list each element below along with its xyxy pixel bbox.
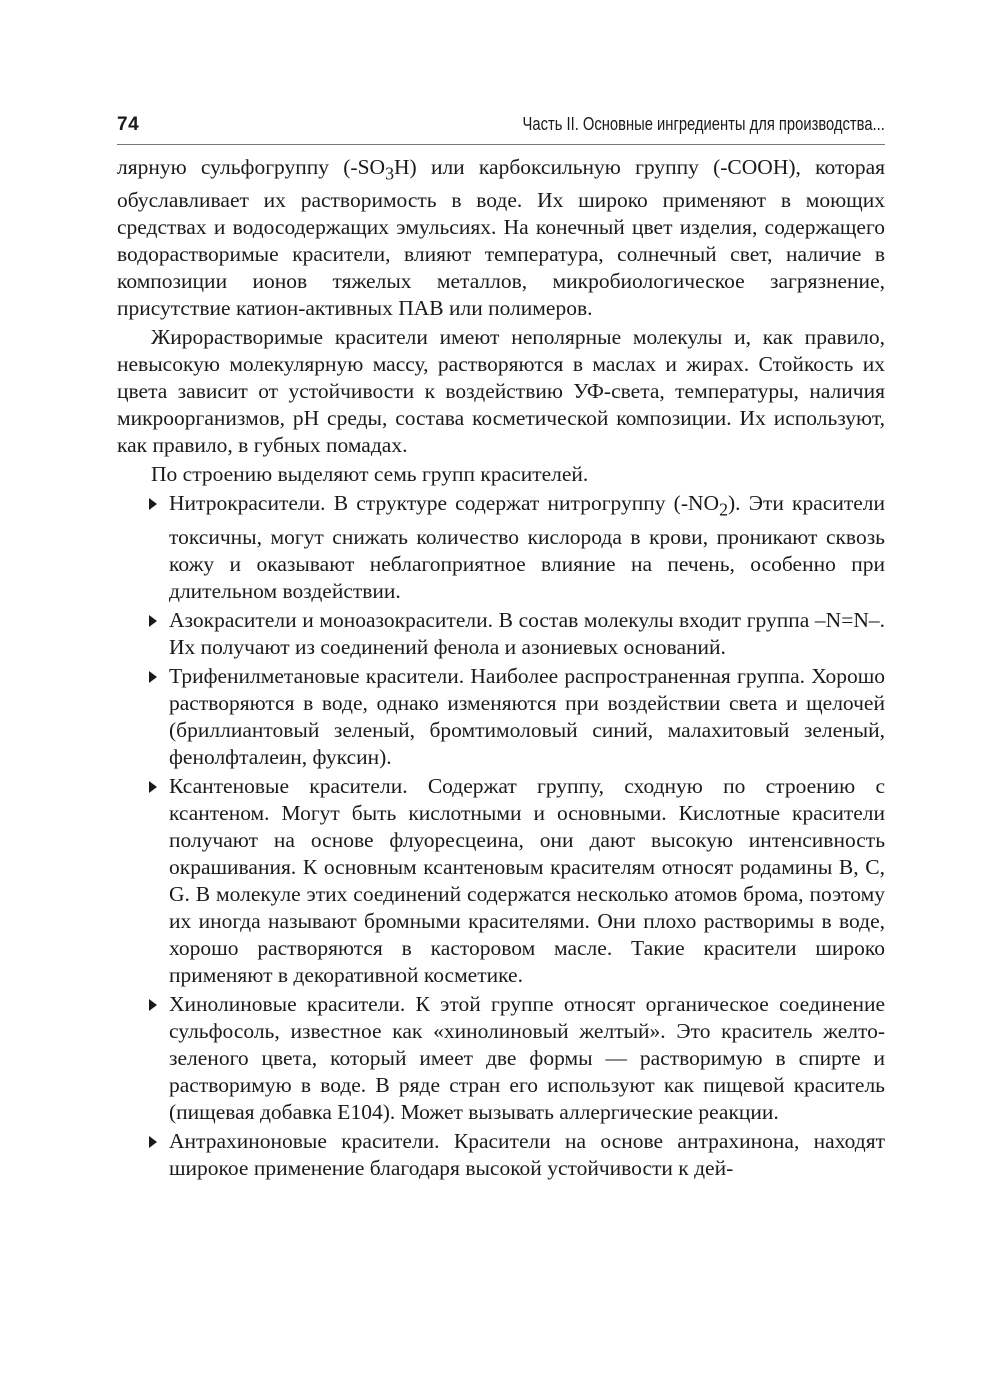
subscript: 2 xyxy=(719,499,729,520)
list-item-nitro-dyes xyxy=(117,490,885,604)
bullet-arrow-icon xyxy=(149,615,157,627)
paragraph-text: лярную сульфогруппу (-SO xyxy=(117,155,386,179)
list-item-xanthene-dyes xyxy=(117,773,885,989)
bullet-arrow-icon xyxy=(149,781,157,793)
bullet-arrow-icon xyxy=(149,999,157,1011)
bullet-arrow-icon xyxy=(149,498,157,510)
list-item-anthraquinone-dyes xyxy=(117,1128,885,1182)
page-body xyxy=(117,154,885,1182)
paragraph-groups-intro: По строению выделяют семь групп красителей. xyxy=(151,462,589,487)
paragraph-text: H) или карбоксильную группу (-COOH), которая обуславливает их растворимость в воде. Их широко применяют в моющих средствах и водосодержащих эмульсиях. На конечный цвет изделия, содержащего водорастворимые красители, влияют температура, солнечный свет, наличие в композиции ионов тяжелых металлов, микробиологическое загрязнение, присутствие катион-активных ПАВ или полимеров. xyxy=(117,155,885,321)
list-item-azo-dyes xyxy=(117,607,885,661)
list-item-triphenylmethane-dyes xyxy=(117,663,885,771)
list-item-quinoline-dyes xyxy=(117,991,885,1126)
page-header xyxy=(117,114,885,145)
list-item-text: ). Эти красители токсичны, могут снижать количество кислорода в крови, проникают сквозь кожу и оказывают неблагоприятное влияние на печень, особенно при длительном воздействии. xyxy=(169,491,885,603)
list-item-text: Хинолиновые красители. К этой группе относят органическое соединение сульфосоль, известное как «хинолиновый желтый». Это краситель желто-зеленого цвета, который имеет две формы — растворимую в спирте и растворимую в воде. В ряде стран его используют как пищевой краситель (пищевая добавка E104). Может вызывать аллергические реакции. xyxy=(169,991,885,1124)
paragraph-fat-soluble: Жирорастворимые красители имеют неполярные молекулы и, как правило, невысокую молекулярную массу, растворяются в маслах и жирах. Стойкость их цвета зависит от устойчивости к воздействию УФ-света, температуры, наличия микроорганизмов, pH среды, состава косметической композиции. Их используют, как правило, в губных помадах. xyxy=(117,325,885,458)
list-item-text: Антрахиноновые красители. Красители на основе антрахинона, находят широкое применение благодаря высокой устойчивости к дей- xyxy=(169,1128,885,1180)
bullet-arrow-icon xyxy=(149,671,157,683)
bullet-arrow-icon xyxy=(149,1136,157,1148)
list-item-text: Азокрасители и моноазокрасители. В состав молекулы входит группа –N=N–. Их получают из соединений фенола и азониевых оснований. xyxy=(169,607,885,659)
page-number: 74 xyxy=(117,114,140,135)
paragraph-continued xyxy=(117,154,885,322)
running-title: Часть II. Основные ингредиенты для производства... xyxy=(522,114,885,134)
subscript: 3 xyxy=(385,163,395,184)
list-item-text: Ксантеновые красители. Содержат группу, сходную по строению с ксантеном. Могут быть кислотными и основными. Кислотные красители получают на основе флуоресцеина, они дают высокую интенсивность окрашивания. К основным ксантеновым красителям относят родамины B, C, G. В молекуле этих соединений содержатся несколько атомов брома, поэтому их иногда называют бромными красителями. Они плохо растворимы в воде, хорошо растворяются в касторовом масле. Такие красители широко применяют в декоративной косметике. xyxy=(169,773,885,987)
list-item-text: Нитрокрасители. В структуре содержат нитрогруппу (-NO xyxy=(169,491,720,516)
list-item-text: Трифенилметановые красители. Наиболее распространенная группа. Хорошо растворяются в воде, однако изменяются при воздействии света и щелочей (бриллиантовый зеленый, бромтимоловый синий, малахитовый зеленый, фенолфталеин, фуксин). xyxy=(169,663,885,769)
dye-groups-list xyxy=(117,490,885,1181)
